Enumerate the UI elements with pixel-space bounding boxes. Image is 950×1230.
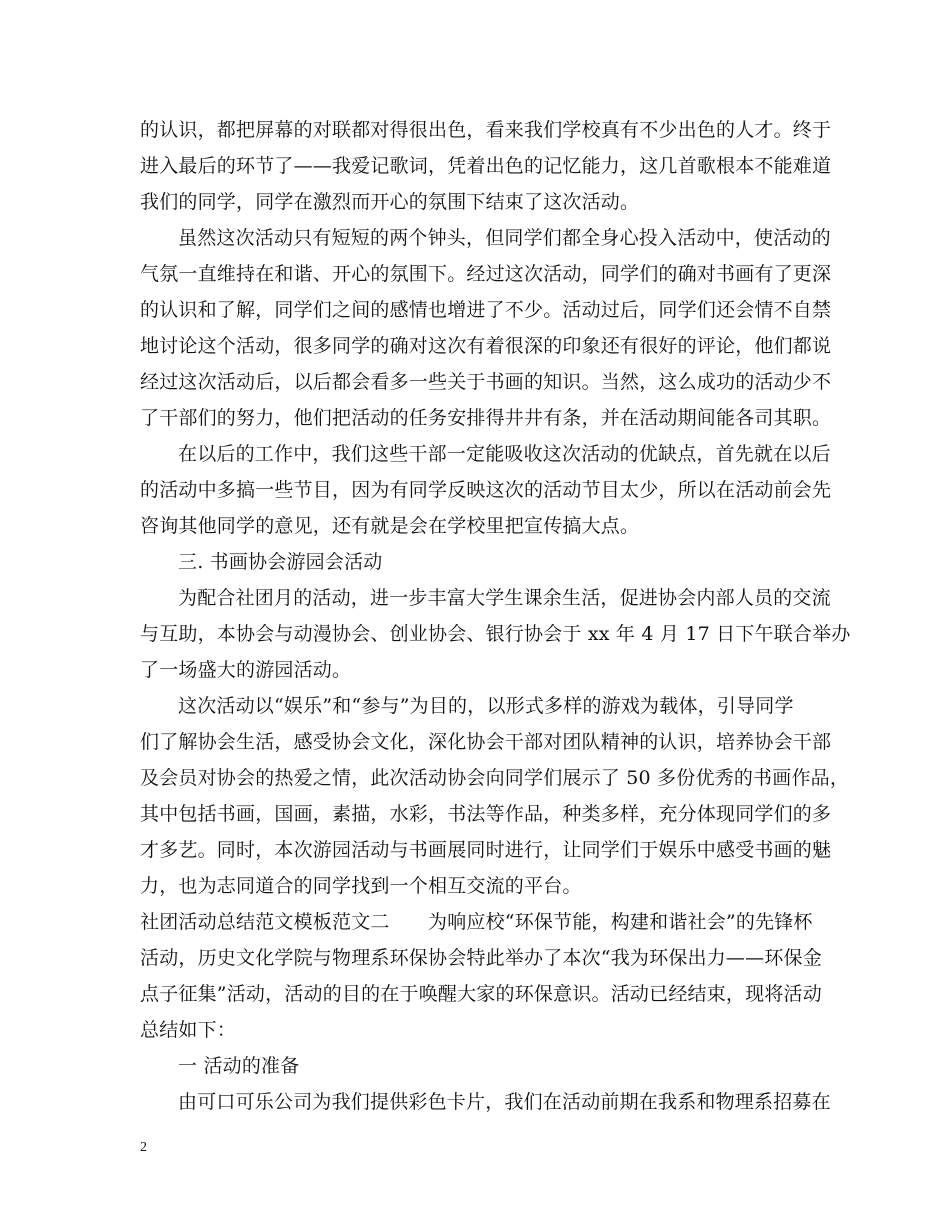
text-line: 地讨论这个活动，很多同学的确对这次有着很深的印象还有很好的评论，他们都说	[140, 335, 832, 357]
text-line: 的活动中多搞一些节目，因为有同学反映这次的活动节目太少，所以在活动前会先	[140, 479, 832, 501]
text-line: 与互助，本协会与动漫协会、创业协会、银行协会于 xx 年 4 月 17 日下午联合举办	[140, 623, 851, 645]
subsection-heading: 一 活动的准备	[178, 1055, 300, 1077]
paragraph-start-line: 由可口可乐公司为我们提供彩色卡片，我们在活动前期在我系和物理系招募在	[178, 1091, 831, 1113]
text-line: 我们的同学，同学在激烈而开心的氛围下结束了这次活动。	[140, 191, 640, 213]
text-line: 总结如下：	[140, 1019, 237, 1041]
text-line: 其中包括书画，国画，素描，水彩，书法等作品，种类多样，充分体现同学们的多	[140, 803, 832, 825]
page-number: 2	[140, 1140, 147, 1155]
text-line: 了一场盛大的游园活动。	[140, 659, 352, 681]
paragraph-start-line: 在以后的工作中，我们这些干部一定能吸收这次活动的优缺点，首先就在以后	[178, 443, 831, 465]
text-line: 社团活动总结范文模板范文二 为响应校“环保节能，构建和谐社会”的先锋杯	[140, 911, 813, 933]
text-line: 咨询其他同学的意见，还有就是会在学校里把宣传搞大点。	[140, 515, 640, 537]
text-line: 进入最后的环节了——我爱记歌词，凭着出色的记忆能力，这几首歌根本不能难道	[140, 155, 832, 177]
text-line: 气氛一直维持在和谐、开心的氛围下。经过这次活动，同学们的确对书画有了更深	[140, 263, 832, 285]
text-line: 才多艺。同时，本次游园活动与书画展同时进行，让同学们于娱乐中感受书画的魅	[140, 839, 832, 861]
text-line: 及会员对协会的热爱之情，此次活动协会向同学们展示了 50 多份优秀的书画作品，	[140, 767, 850, 789]
text-line: 的认识和了解，同学们之间的感情也增进了不少。活动过后，同学们还会情不自禁	[140, 299, 832, 321]
text-line: 力，也为志同道合的同学找到一个相互交流的平台。	[140, 875, 582, 897]
text-line: 经过这次活动后，以后都会看多一些关于书画的知识。当然，这么成功的活动少不	[140, 371, 832, 393]
text-line: 们了解协会生活，感受协会文化，深化协会干部对团队精神的认识，培养协会干部	[140, 731, 832, 753]
paragraph-start-line: 为配合社团月的活动，进一步丰富大学生课余生活，促进协会内部人员的交流	[178, 587, 831, 609]
text-line: 活动，历史文化学院与物理系环保协会特此举办了本次“我为环保出力——环保金	[140, 947, 822, 969]
text-line: 点子征集”活动，活动的目的在于唤醒大家的环保意识。活动已经结束，现将活动	[140, 983, 822, 1005]
section-heading: 三. 书画协会游园会活动	[178, 551, 383, 573]
paragraph-start-line: 这次活动以“娱乐”和“参与”为目的，以形式多样的游戏为载体，引导同学	[178, 695, 794, 717]
paragraph-start-line: 虽然这次活动只有短短的两个钟头，但同学们都全身心投入活动中，使活动的	[178, 227, 831, 249]
text-line: 了干部们的努力，他们把活动的任务安排得井井有条，并在活动期间能各司其职。	[140, 407, 832, 429]
text-line: 的认识，都把屏幕的对联都对得很出色，看来我们学校真有不少出色的人才。终于	[140, 119, 832, 141]
